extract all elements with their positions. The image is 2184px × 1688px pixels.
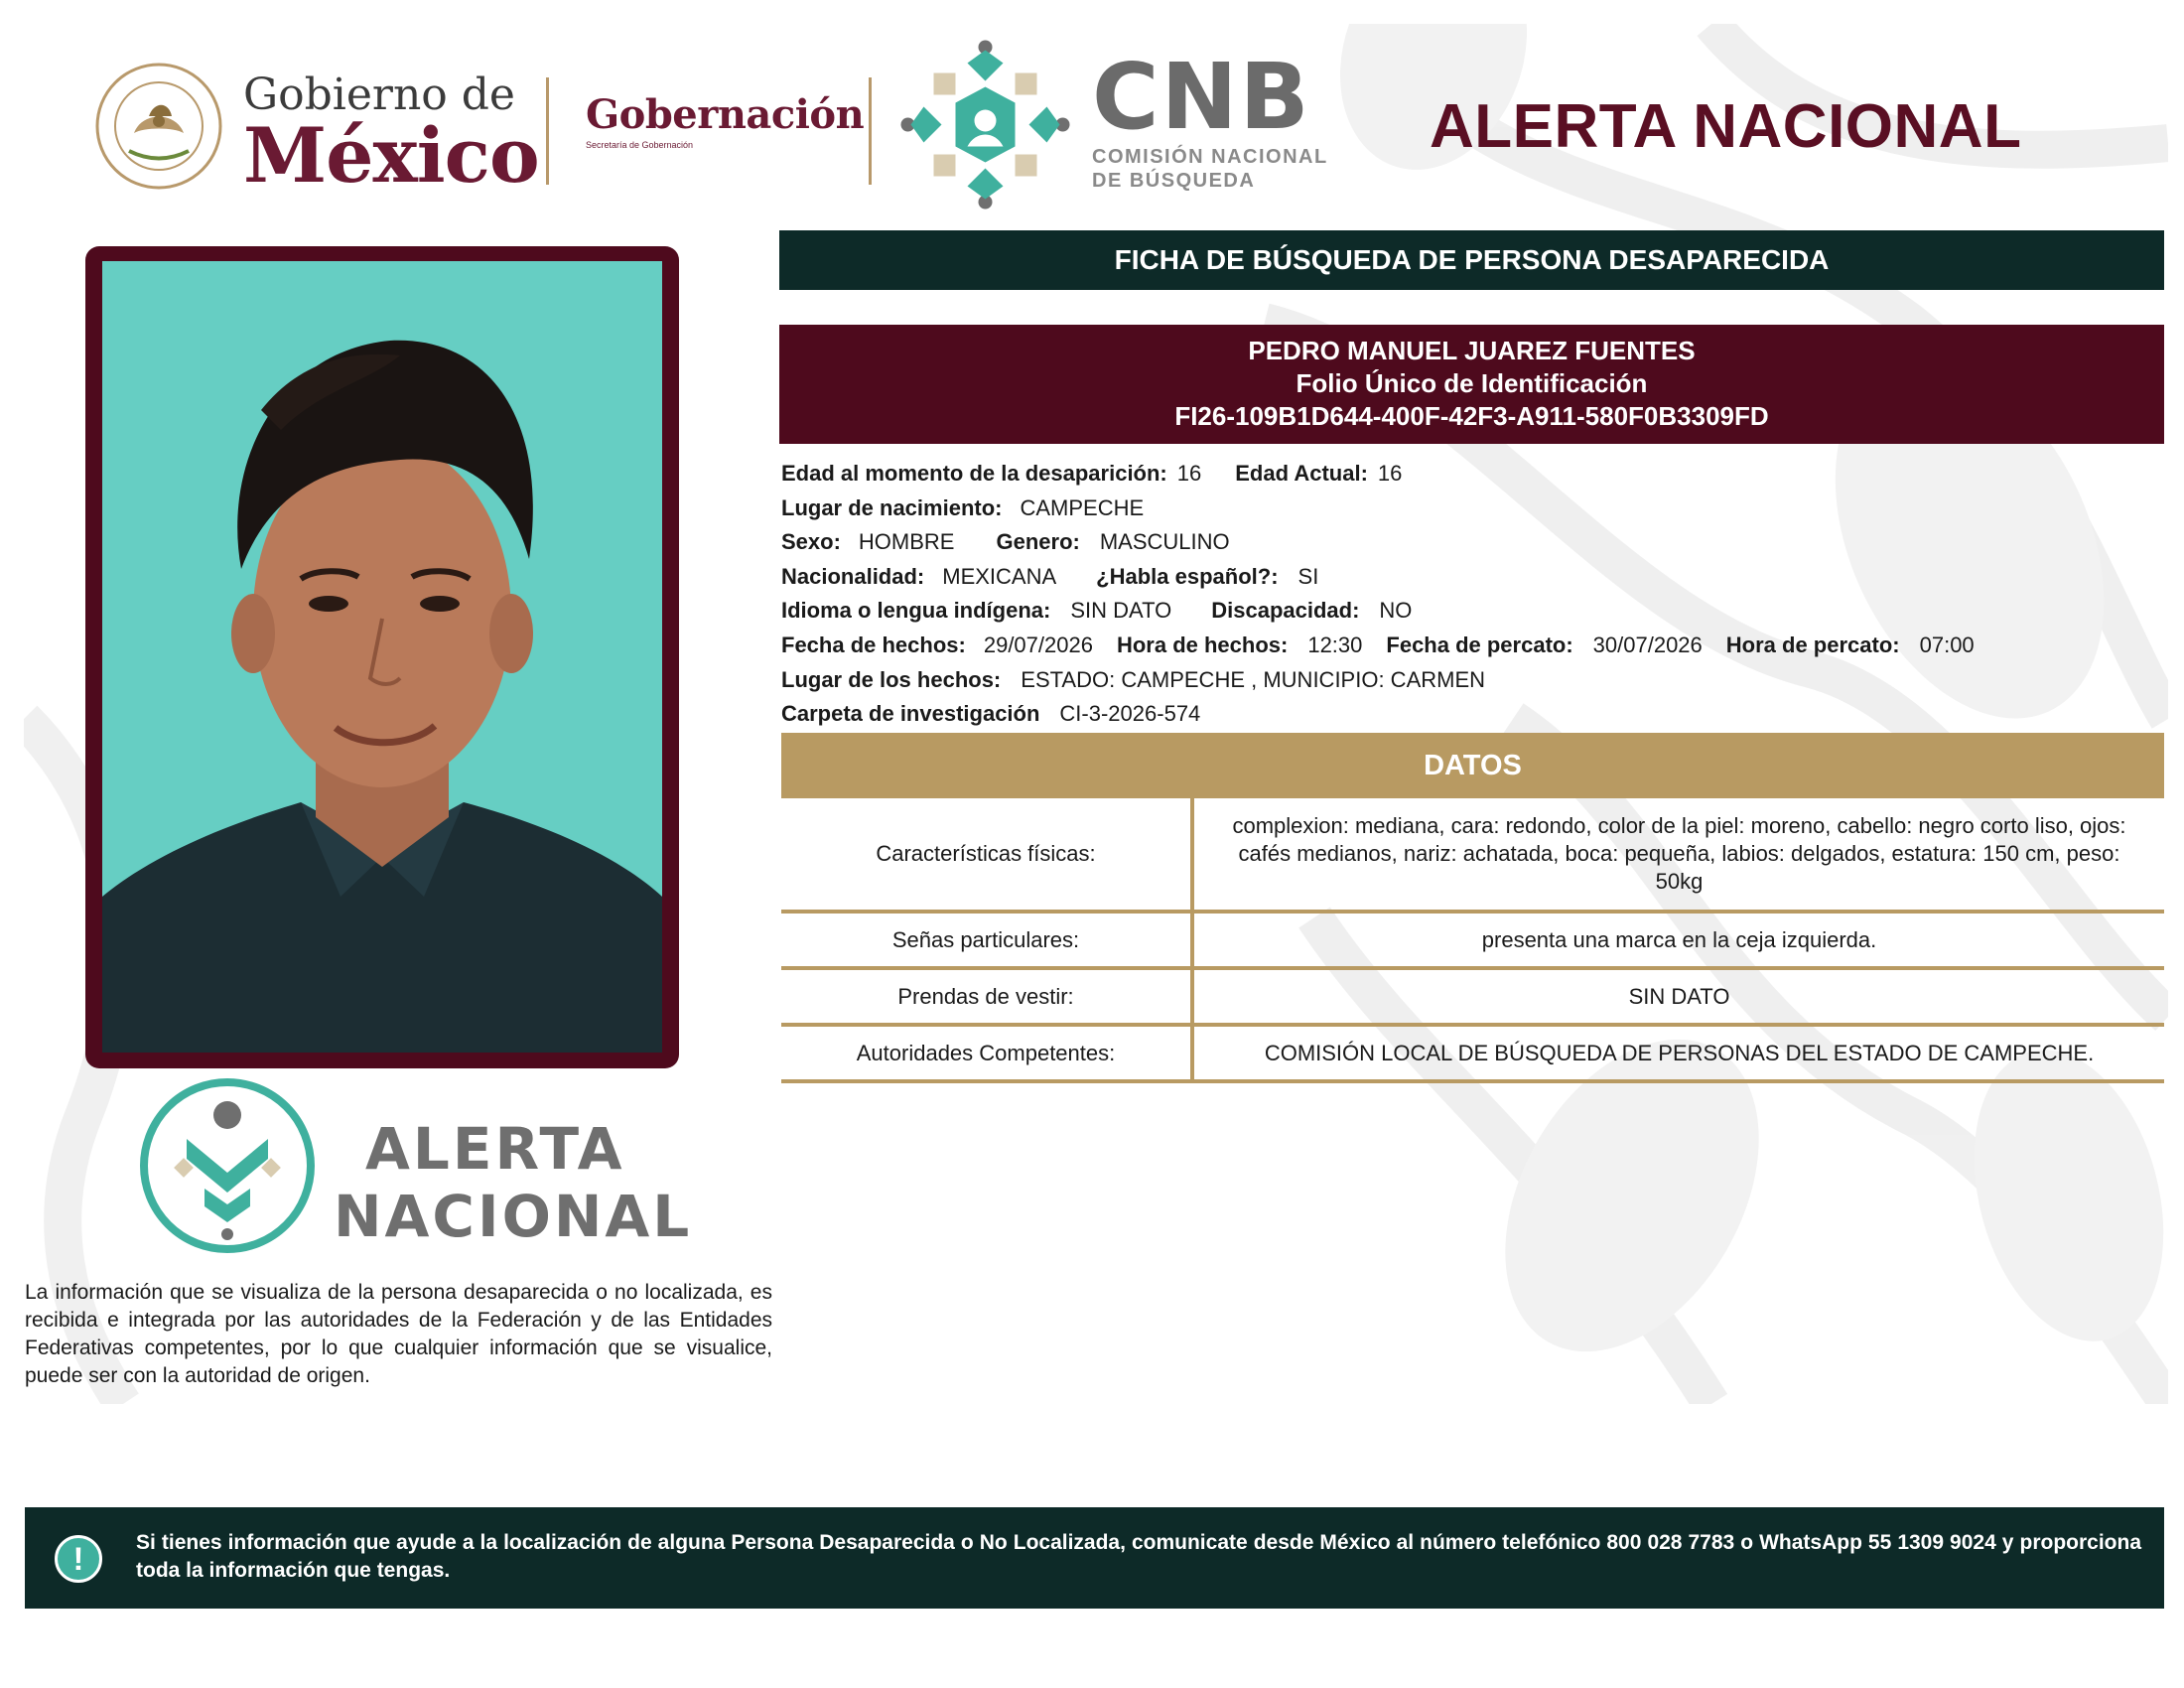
cnb-acronym: CNB — [1092, 44, 1311, 150]
lugar-nacimiento-label: Lugar de nacimiento: — [781, 494, 1003, 520]
info-row-idioma — [781, 594, 1975, 629]
genero-value: MASCULINO — [1099, 529, 1230, 555]
ficha-title-bar: FICHA DE BÚSQUEDA DE PERSONA DESAPARECIDA — [779, 230, 2164, 290]
info-row-nacionalidad — [781, 560, 1975, 595]
habla-espanol-value: SI — [1297, 563, 1319, 589]
idioma-label: Idioma o lengua indígena: — [781, 598, 1051, 624]
fecha-percato-label: Fecha de percato: — [1386, 632, 1573, 657]
info-row-edad — [781, 457, 1975, 492]
info-row-fechas — [781, 629, 1975, 663]
alerta-nacional-emblem-icon — [139, 1077, 316, 1254]
nacionalidad-value: MEXICANA — [942, 563, 1057, 589]
edad-desaparicion-value: 16 — [1176, 461, 1202, 486]
alerta-word: ALERTA — [365, 1115, 625, 1183]
hora-hechos-label: Hora de hechos: — [1116, 632, 1289, 657]
disclaimer-text: La información que se visualiza de la persona desaparecida o no localizada, es recibida e integrada por las autoridades de la Federación y de las Entidades Federativas competentes, por lo que cualquier información que se visualice, puede ser con la autoridad de origen. — [25, 1281, 772, 1387]
caracteristicas-value: complexion: mediana, cara: redondo, color de la piel: moreno, cabello: negro corto liso, ojos: cafés medianos, nariz: achatada, boca: pequeña, labios: delgados, estatura: 150 cm, peso: 50kg — [1232, 813, 2126, 894]
gobierno-de-mexico-wordmark — [243, 70, 539, 200]
carpeta-value: CI-3-2026-574 — [1059, 701, 1201, 727]
sexo-value: HOMBRE — [858, 529, 955, 555]
cnb-name-line1: COMISIÓN NACIONAL — [1092, 146, 1328, 168]
info-row-sexo — [781, 525, 1975, 560]
carpeta-label: Carpeta de investigación — [781, 701, 1040, 727]
datos-table — [781, 798, 2164, 1083]
edad-actual-value: 16 — [1377, 461, 1403, 486]
alerta-nacional-title: ALERTA NACIONAL — [1430, 92, 2022, 161]
table-row — [781, 970, 2164, 1027]
table-row — [781, 914, 2164, 970]
caracteristicas-label: Características físicas: — [781, 798, 1194, 910]
footer-contact-text: Si tienes información que ayude a la localización de alguna Persona Desaparecida o No Localizada, comunicate desde México al número telefónico 800 028 7783 o WhatsApp 55 1309 9024 y proporciona toda la información que tengas. — [136, 1531, 2141, 1582]
cnb-wordmark — [1092, 44, 1328, 193]
prendas-value: SIN DATO — [1628, 983, 1730, 1009]
hora-hechos-value: 12:30 — [1307, 632, 1363, 657]
person-info-list — [781, 457, 1975, 732]
header-divider-1 — [546, 77, 549, 185]
fecha-hechos-label: Fecha de hechos: — [781, 632, 966, 657]
gob-line1: Gobierno de — [243, 70, 515, 120]
cnb-emblem-icon — [898, 38, 1072, 211]
cnb-name-line2: DE BÚSQUEDA — [1092, 170, 1256, 192]
person-identity-box — [779, 325, 2164, 444]
folio-value: FI26-109B1D644-400F-42F3-A911-580F0B3309FD — [1174, 401, 1769, 431]
hora-percato-value: 07:00 — [1919, 632, 1975, 657]
prendas-label: Prendas de vestir: — [781, 970, 1194, 1023]
table-row — [781, 798, 2164, 914]
exclamation-icon: ! — [55, 1535, 102, 1583]
fecha-percato-value: 30/07/2026 — [1592, 632, 1703, 657]
gob-line2: México — [243, 111, 539, 200]
person-name: PEDRO MANUEL JUAREZ FUENTES — [1248, 336, 1696, 365]
info-row-lugar-hechos — [781, 663, 1975, 698]
senas-value: presenta una marca en la ceja izquierda. — [1481, 926, 1877, 952]
discapacidad-value: NO — [1379, 598, 1413, 624]
edad-actual-label: Edad Actual: — [1235, 461, 1368, 486]
lugar-nacimiento-value: CAMPECHE — [1020, 494, 1145, 520]
datos-header: DATOS — [781, 733, 2164, 798]
lugar-hechos-value: ESTADO: CAMPECHE , MUNICIPIO: CARMEN — [1021, 666, 1486, 692]
habla-espanol-label: ¿Habla español?: — [1096, 563, 1279, 589]
person-photo-frame — [85, 246, 679, 1068]
nacional-word: NACIONAL — [334, 1183, 693, 1250]
senas-label: Señas particulares: — [781, 914, 1194, 966]
info-row-carpeta — [781, 697, 1975, 732]
header-divider-2 — [869, 77, 872, 185]
edad-desaparicion-label: Edad al momento de la desaparición: — [781, 461, 1167, 486]
gobernacion-title: Gobernación — [586, 91, 865, 138]
info-row-lugar-nacimiento — [781, 492, 1975, 526]
idioma-value: SIN DATO — [1070, 598, 1172, 624]
sexo-label: Sexo: — [781, 529, 841, 555]
mexico-coat-of-arms-seal — [94, 62, 223, 191]
discapacidad-label: Discapacidad: — [1211, 598, 1360, 624]
footer-contact-bar — [25, 1507, 2164, 1609]
gobernacion-subtitle: Secretaría de Gobernación — [586, 140, 694, 150]
genero-label: Genero: — [996, 529, 1080, 555]
table-row — [781, 1027, 2164, 1083]
hora-percato-label: Hora de percato: — [1725, 632, 1900, 657]
lugar-hechos-label: Lugar de los hechos: — [781, 666, 1002, 692]
person-photo — [102, 261, 662, 1053]
folio-label: Folio Único de Identificación — [1296, 368, 1648, 398]
autoridades-value: COMISIÓN LOCAL DE BÚSQUEDA DE PERSONAS DEL ESTADO DE CAMPECHE. — [1264, 1040, 2095, 1065]
gobernacion-wordmark — [586, 91, 864, 150]
fecha-hechos-value: 29/07/2026 — [983, 632, 1093, 657]
alerta-nacional-wordmark — [334, 1115, 692, 1250]
autoridades-label: Autoridades Competentes: — [781, 1027, 1194, 1079]
nacionalidad-label: Nacionalidad: — [781, 563, 925, 589]
